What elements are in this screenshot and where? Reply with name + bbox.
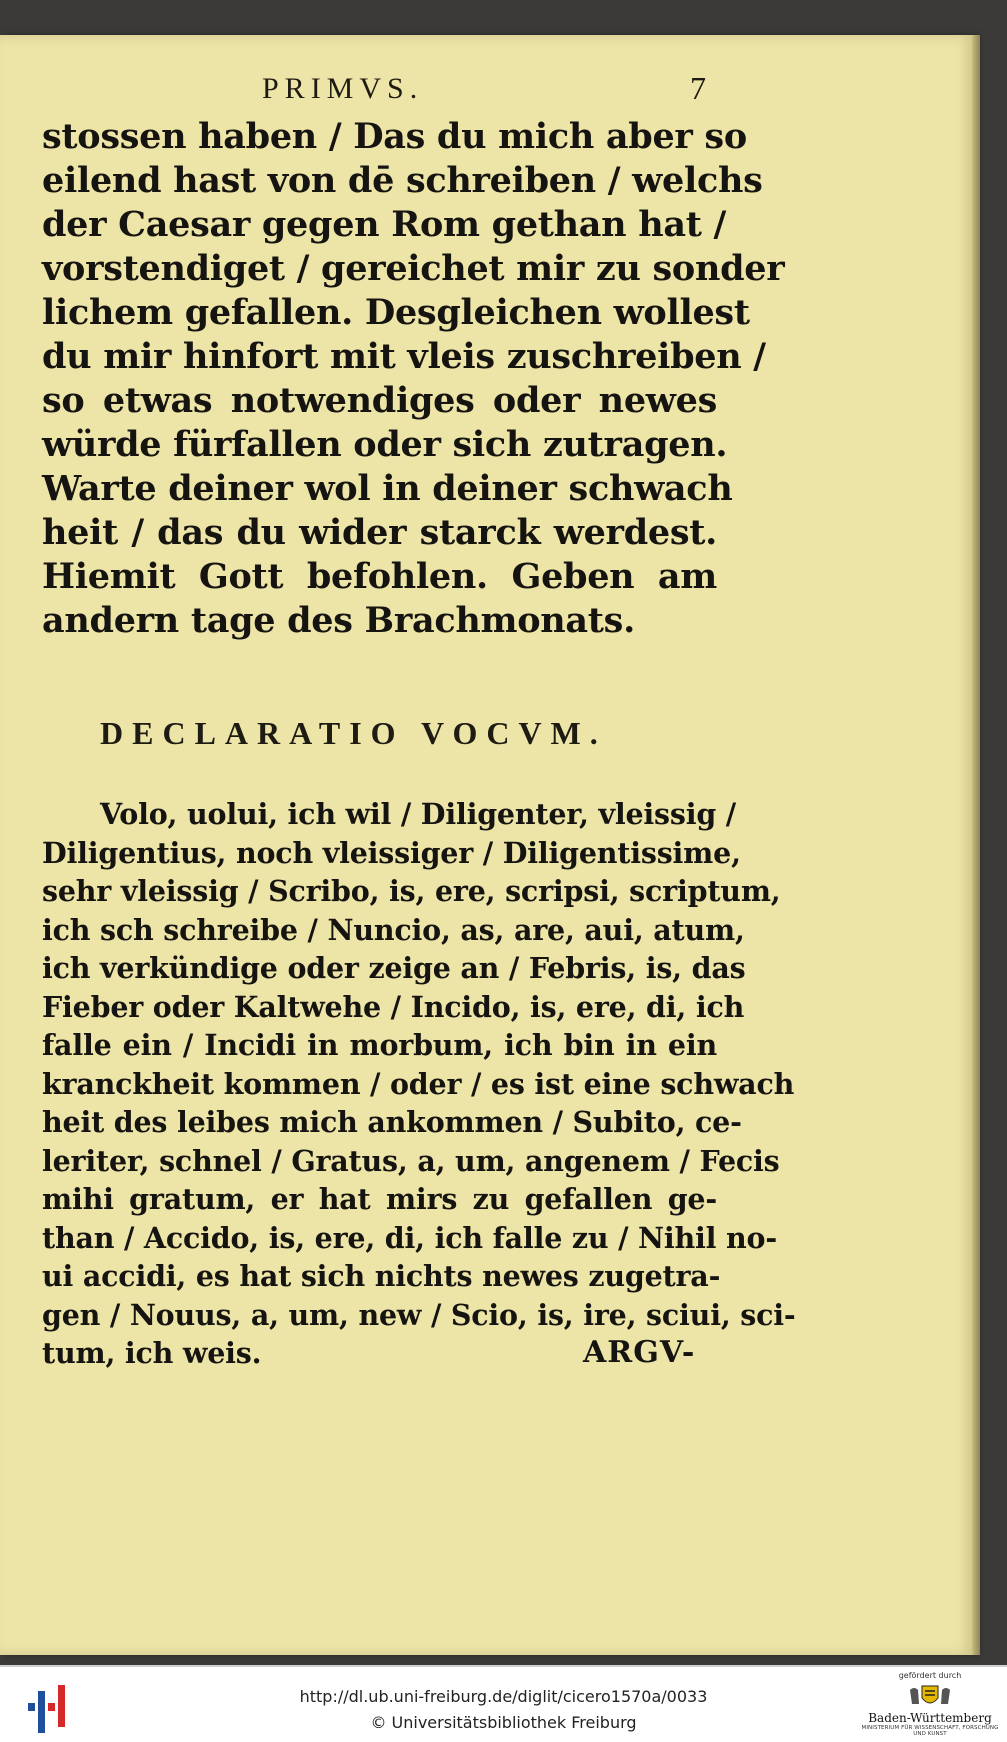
gloss-line: Diligentius, noch vleissiger / Diligentissime, bbox=[42, 835, 741, 870]
running-head: PRIMVS. bbox=[262, 72, 424, 105]
gloss-line: ich verkündige oder zeige an / Febris, is, das bbox=[42, 951, 746, 985]
text-line: du mir hinfort mit vleis zuschreiben / bbox=[42, 336, 766, 377]
page-edge bbox=[972, 35, 980, 1655]
text-line: andern tage des Brachmonats. bbox=[42, 600, 635, 641]
copyright-notice: © Universitätsbibliothek Freiburg bbox=[370, 1713, 637, 1732]
text-line: so etwas notwendiges oder newes bbox=[42, 380, 717, 421]
gloss-line: than / Accido, is, ere, di, ich falle zu / Nihil no- bbox=[42, 1220, 777, 1255]
gloss-line: ich sch schreibe / Nuncio, as, are, aui, atum, bbox=[42, 912, 745, 947]
gloss-line: tum, ich weis. bbox=[42, 1336, 262, 1370]
text-line: der Caesar gegen Rom gethan hat / bbox=[42, 204, 726, 245]
gloss-line: Volo, uolui, ich wil / Diligenter, vleissig / bbox=[100, 797, 736, 831]
text-line: heit / das du wider starck werdest. bbox=[42, 512, 717, 553]
text-line: würde fürfallen oder sich zutragen. bbox=[42, 424, 728, 465]
gloss-line: leriter, schnel / Gratus, a, um, angenem / Fecis bbox=[42, 1143, 780, 1178]
sponsor-state: Baden-Württemberg bbox=[868, 1711, 992, 1725]
text-line: Hiemit Gott befohlen. Geben am bbox=[42, 556, 717, 597]
section-heading: DECLARATIO VOCVM. bbox=[100, 715, 607, 751]
gloss-line: falle ein / Incidi in morbum, ich bin in ein bbox=[42, 1028, 717, 1062]
viewer-footer bbox=[0, 1665, 1007, 1742]
gloss-line: Fieber oder Kaltwehe / Incido, is, ere, di, ich bbox=[42, 989, 745, 1024]
text-line: eilend hast von dē schreiben / welchs bbox=[42, 160, 763, 201]
gloss-line: sehr vleissig / Scribo, is, ere, scripsi, scriptum, bbox=[42, 874, 781, 908]
gloss-line: gen / Nouus, a, um, new / Scio, is, ire, sciui, sci- bbox=[42, 1297, 796, 1332]
sponsor-ministry: MINISTERIUM FÜR WISSENSCHAFT, FORSCHUNG UND KUNST bbox=[861, 1725, 999, 1737]
page-number: 7 bbox=[690, 70, 706, 106]
coat-of-arms-icon bbox=[906, 1682, 954, 1710]
gloss-line: kranckheit kommen / oder / es ist eine schwach bbox=[42, 1066, 795, 1101]
text-line: vorstendiget / gereichet mir zu sonder bbox=[42, 248, 785, 289]
text-line: Warte deiner wol in deiner schwach bbox=[42, 468, 733, 509]
permalink-url[interactable]: http://dl.ub.uni-freiburg.de/diglit/cicero1570a/0033 bbox=[299, 1687, 708, 1706]
text-line: stossen haben / Das du mich aber so bbox=[42, 116, 747, 157]
catchword: ARGV- bbox=[583, 1335, 696, 1370]
sponsor-badge bbox=[855, 1671, 1005, 1737]
sponsor-label: gefördert durch bbox=[898, 1671, 962, 1680]
gloss-line: ui accidi, es hat sich nichts newes zugetra- bbox=[42, 1259, 721, 1293]
text-line: lichem gefallen. Desgleichen wollest bbox=[42, 292, 750, 333]
gloss-line: heit des leibes mich ankommen / Subito, ce- bbox=[42, 1105, 742, 1139]
letter-text bbox=[42, 115, 785, 643]
gloss-line: mihi gratum, er hat mirs zu gefallen ge- bbox=[42, 1182, 717, 1216]
vocabulary-gloss bbox=[42, 795, 796, 1373]
